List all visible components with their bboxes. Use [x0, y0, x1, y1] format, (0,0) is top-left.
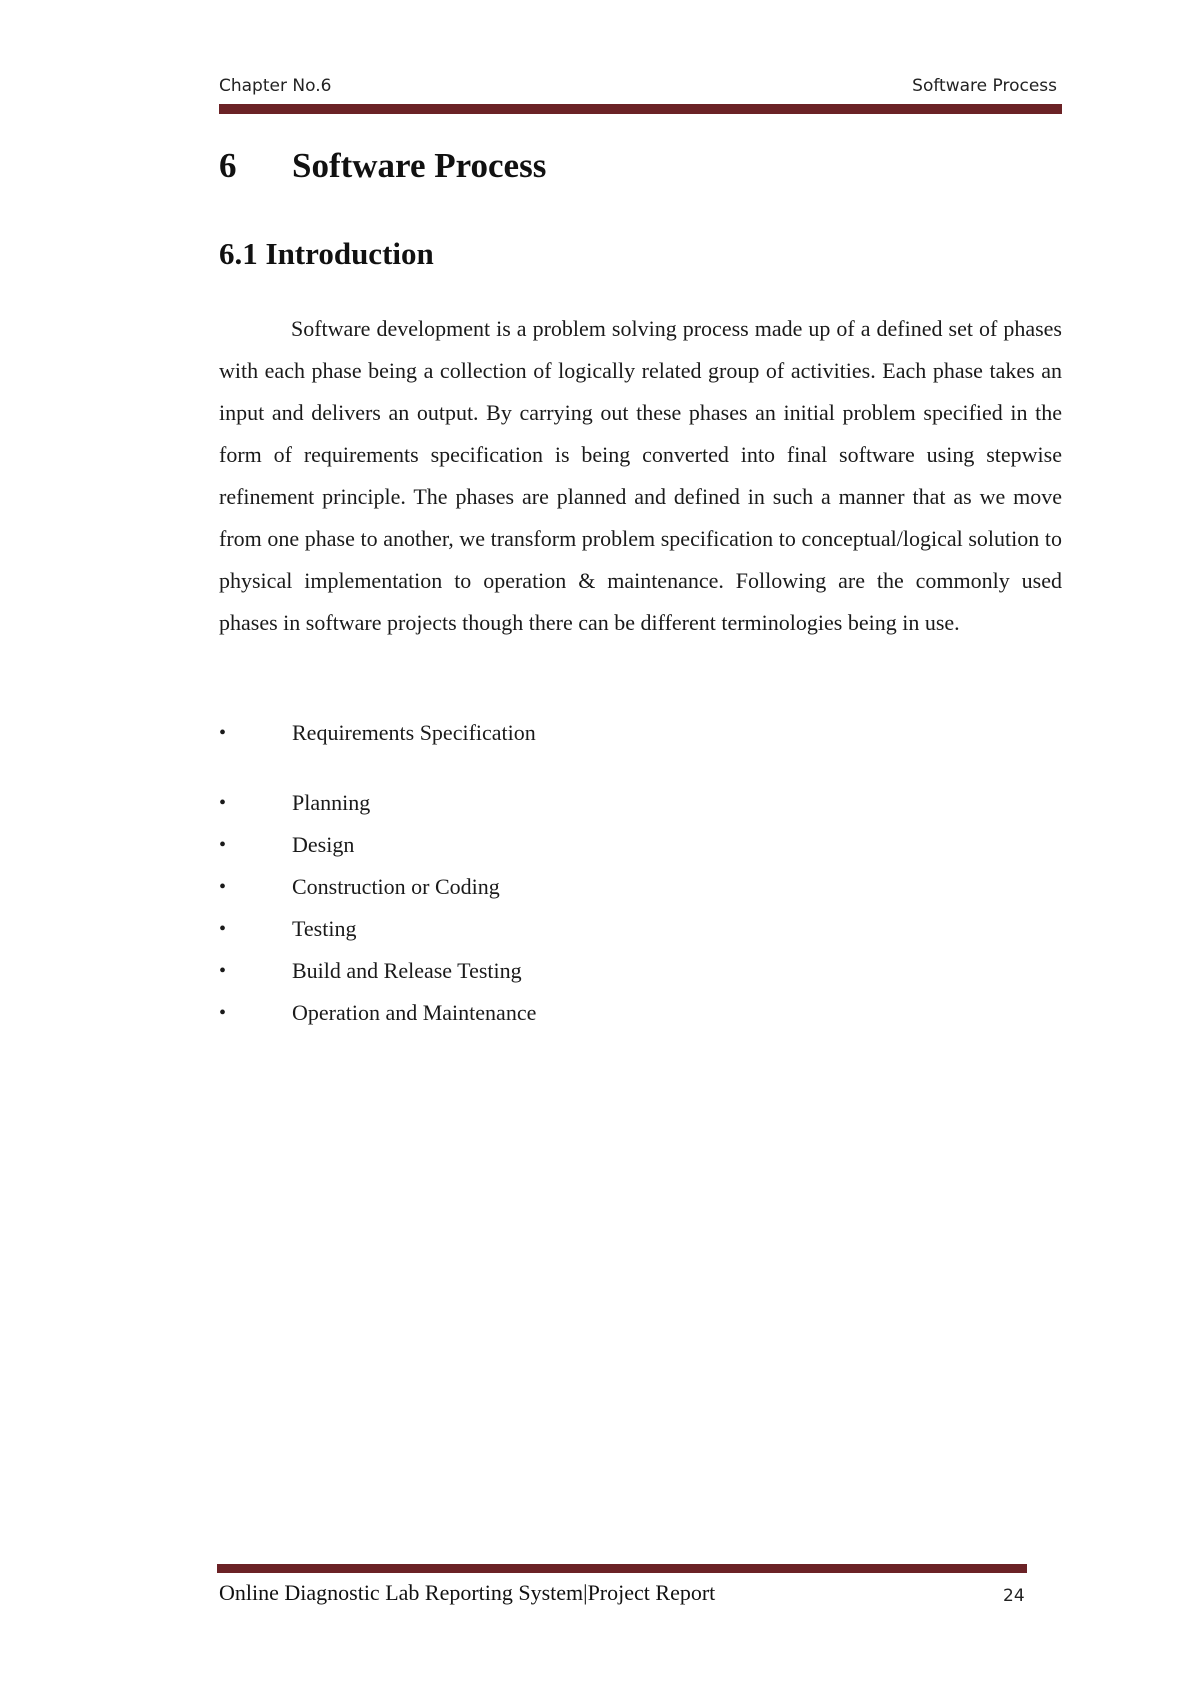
list-item: [219, 908, 919, 950]
list-item: [219, 712, 919, 754]
header-rule: [219, 104, 1062, 114]
list-item-label: Build and Release Testing: [292, 958, 522, 983]
page-header: [219, 74, 1062, 102]
list-item-label: Testing: [292, 916, 357, 941]
list-item-label: Design: [292, 832, 355, 857]
section-title: 6.1 Introduction: [219, 236, 434, 271]
bullet-icon: •: [219, 960, 227, 982]
list-item-label: Construction or Coding: [292, 874, 500, 899]
chapter-title: [219, 146, 546, 186]
footer-title: Online Diagnostic Lab Reporting System|Project Report: [219, 1580, 716, 1605]
bullet-icon: •: [219, 834, 227, 856]
page-number: 24: [1003, 1586, 1025, 1606]
list-item: [219, 824, 919, 866]
bullet-icon: •: [219, 792, 227, 814]
list-item: [219, 866, 919, 908]
list-item: [219, 782, 919, 824]
bullet-icon: •: [219, 918, 227, 940]
bullet-icon: •: [219, 722, 227, 744]
list-item-label: Operation and Maintenance: [292, 1000, 537, 1025]
list-item-label: Requirements Specification: [292, 720, 536, 745]
chapter-title-text: Software Process: [292, 146, 547, 185]
footer-rule: [217, 1564, 1027, 1573]
list-item-label: Planning: [292, 790, 371, 815]
chapter-number: 6: [219, 146, 237, 185]
header-section-label: Software Process: [912, 76, 1057, 96]
list-item: [219, 992, 919, 1034]
list-item: [219, 950, 919, 992]
bullet-icon: •: [219, 1002, 227, 1024]
bullet-icon: •: [219, 876, 227, 898]
header-chapter-label: Chapter No.6: [219, 76, 332, 96]
intro-paragraph: Software development is a problem solving process made up of a defined set of phases with each phase being a collection of logically related group of activities. Each phase takes an input and delivers an output. By carrying out these phases an initial problem specified in the form of requirements specification is being converted into final software using stepwise refinement principle. The phases are planned and defined in such a manner that as we move from one phase to another, we transform problem specification to conceptual/logical solution to physical implementation to operation & maintenance. Following are the commonly used phases in software projects though there can be different terminologies being in use.: [219, 316, 1062, 635]
phase-list: [219, 712, 919, 1034]
